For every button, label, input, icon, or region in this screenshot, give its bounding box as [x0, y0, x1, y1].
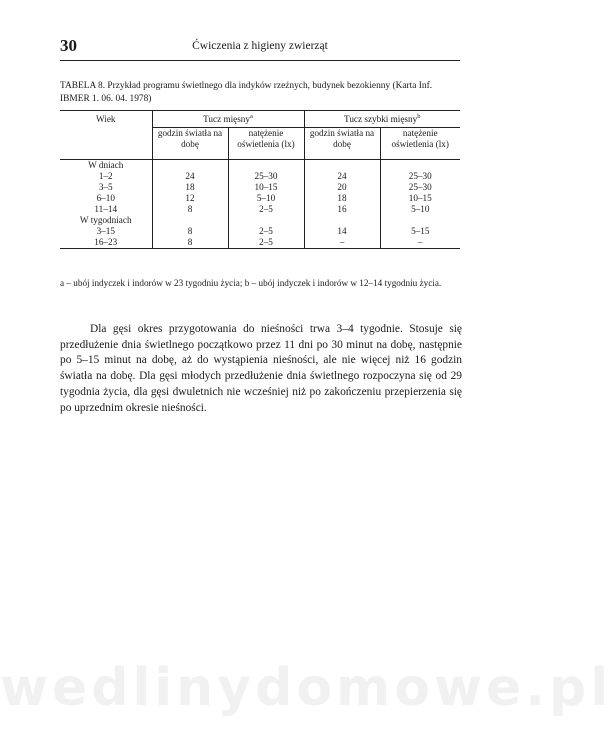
cell-intensity-1: 5–10	[228, 193, 304, 204]
cell-intensity-2: 25–30	[380, 182, 460, 193]
cell-hours-2: –	[304, 237, 380, 249]
cell-intensity-2: 25–30	[380, 171, 460, 182]
table-caption: TABELA 8. Przykład programu świetlnego dla indyków rzeźnych, budynek bezokienny (Karta Inf. IBMER 1. 06. 04. 1978)	[60, 81, 433, 104]
table-row	[60, 193, 460, 204]
cell-hours-2: 18	[304, 193, 380, 204]
page-header	[60, 36, 460, 61]
subheader-hours-1: godzin światła na dobę	[152, 128, 228, 160]
cell-intensity-2: 10–15	[380, 193, 460, 204]
cell-hours-1: 12	[152, 193, 228, 204]
cell-hours-1: 8	[152, 204, 228, 215]
table-row	[60, 204, 460, 215]
cell-intensity-2: 5–15	[380, 226, 460, 237]
cell-hours-1: 18	[152, 182, 228, 193]
subheader-hours-2: godzin światła na dobę	[304, 128, 380, 160]
cell-hours-2	[304, 160, 380, 172]
cell-hours-1	[152, 160, 228, 172]
table-row	[60, 226, 460, 237]
column-header-wiek: Wiek	[60, 111, 152, 160]
cell-hours-1: 8	[152, 237, 228, 249]
cell-hours-2: 20	[304, 182, 380, 193]
cell-intensity-1: 2–5	[228, 204, 304, 215]
cell-wiek: 11–14	[94, 204, 118, 214]
cell-intensity-2	[380, 160, 460, 172]
table-row	[60, 160, 460, 172]
cell-wiek: 3–15	[96, 226, 115, 236]
table-row	[60, 215, 460, 226]
table-row	[60, 182, 460, 193]
table-header-row	[60, 111, 460, 128]
cell-wiek: 3–5	[98, 182, 113, 192]
cell-intensity-1: 10–15	[228, 182, 304, 193]
footnote-mark-b: b	[417, 113, 421, 120]
group-header-tucz-miesny: Tucz mięsny$^a$	[152, 111, 304, 128]
watermark: wedlinydomowe.pl	[0, 658, 612, 718]
cell-wiek: 16–23	[60, 237, 152, 249]
cell-intensity-2: –	[380, 237, 460, 249]
cell-hours-1: 8	[152, 226, 228, 237]
cell-intensity-1: 2–5	[228, 237, 304, 249]
cell-intensity-2	[380, 215, 460, 226]
table-footnote: a – ubój indyczek i indorów w 23 tygodniu życia; b – ubój indyczek i indorów w 12–14 tygodniu życia.	[60, 278, 442, 288]
cell-intensity-2: 5–10	[380, 204, 460, 215]
running-title: Ćwiczenia z higieny zwierząt	[192, 40, 328, 52]
cell-hours-2: 14	[304, 226, 380, 237]
cell-hours-1	[152, 215, 228, 226]
footnote-mark-a: a	[249, 113, 253, 120]
group-header-tucz-szybki: Tucz szybki mięsny$^b$	[304, 111, 460, 128]
subheader-intensity-2: natężenie oświetlenia (lx)	[380, 128, 460, 160]
cell-intensity-1	[228, 215, 304, 226]
cell-wiek: 1–2	[98, 171, 113, 181]
body-paragraph: Dla gęsi okres przygotowania do nieśności trwa 3–4 tygodnie. Stosuje się przedłużenie dnia świetlnego początkowo przez 11 dni po 30 minut na dobę, następnie po 5–15 minut na dobę, aż do wystąpienia nieśności, ale nie więcej niż 16 godzin światła na dobę. Dla gęsi młodych przedłużenie dnia świetlnego rozpoczyna się od 29 tygodnia życia, dla gęsi dwuletnich nie wcześniej niż po zakończeniu przepierzenia się po uprzednim okresie nieśności.	[60, 323, 462, 414]
cell-wiek: W tygodniach	[79, 215, 132, 225]
table-row	[60, 237, 460, 249]
cell-intensity-1	[228, 160, 304, 172]
cell-intensity-1: 25–30	[228, 171, 304, 182]
lighting-program-table	[60, 110, 460, 249]
cell-hours-2	[304, 215, 380, 226]
cell-wiek: W dniach	[88, 160, 124, 170]
subheader-intensity-1: natężenie oświetlenia (lx)	[228, 128, 304, 160]
cell-hours-2: 24	[304, 171, 380, 182]
table-row	[60, 171, 460, 182]
cell-intensity-1: 2–5	[228, 226, 304, 237]
cell-hours-2: 16	[304, 204, 380, 215]
cell-wiek: 6–10	[96, 193, 115, 203]
page-number: 30	[60, 36, 77, 55]
cell-hours-1: 24	[152, 171, 228, 182]
